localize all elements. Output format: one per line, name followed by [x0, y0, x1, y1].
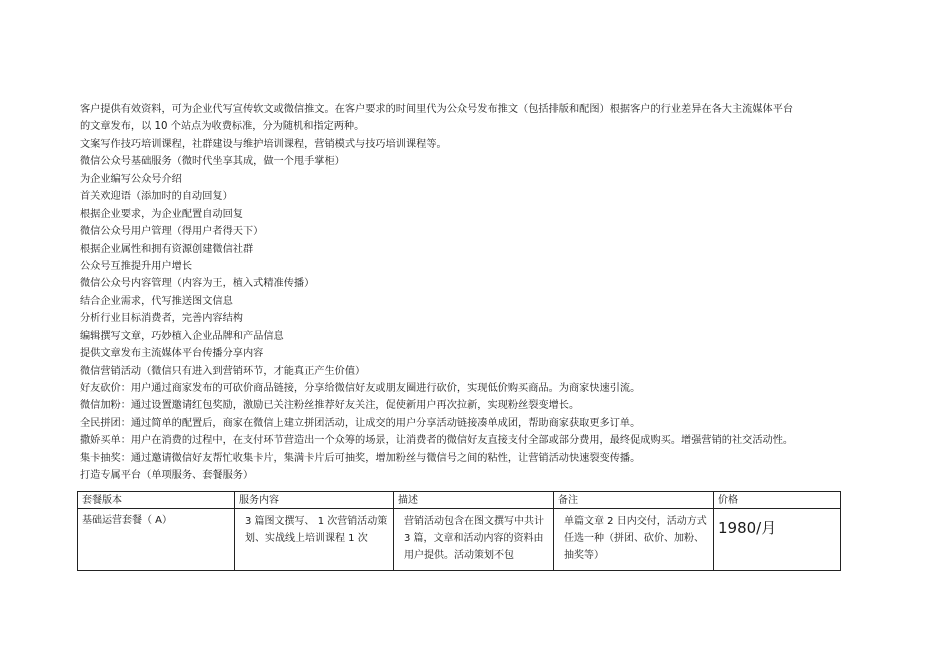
cell-description: 营销活动包含在图文撰写中共计 3 篇，文章和活动内容的资料由用户提供。活动策划不包: [394, 509, 554, 571]
text-line: 文案写作技巧培训课程，社群建设与维护培训课程，营销模式与技巧培训课程等。: [80, 138, 447, 150]
section-heading: 打造专属平台（单项服务、套餐服务）: [80, 470, 254, 482]
column-header-version: 套餐版本: [78, 492, 235, 509]
text-line: 撒娇买单：用户在消费的过程中，在支付环节营造出一个众筹的场景，让消费者的微信好友直接支付全部或部分费用，最终促成购买。增强营销的社交活动性。: [80, 435, 794, 447]
section-heading: 微信公众号基础服务（微时代坐享其成，做一个甩手掌柜）: [80, 156, 345, 168]
text-line: 客户提供有效资料，可为企业代写宣传软文或微信推文。在客户要求的时间里代为公众号发布推文（包括排版和配图）根据客户的行业差异在各大主流媒体平台: [80, 104, 794, 115]
column-header-description: 描述: [394, 492, 554, 509]
column-header-service: 服务内容: [235, 492, 394, 509]
text-line: 分析行业目标消费者，完善内容结构: [80, 313, 243, 325]
text-line: 好友砍价：用户通过商家发布的可砍价商品链接，分享给微信好友或朋友圈进行砍价，实现低价购买商品。为商家快速引流。: [80, 383, 641, 394]
section-heading: 微信公众号内容管理（内容为王，植入式精准传播）: [80, 278, 315, 290]
table-row: [78, 509, 841, 571]
cell-package-version: 基础运营套餐（ A）: [78, 509, 235, 571]
cell-service-content: 3 篇图文撰写、 1 次营销活动策划、实战线上培训课程 1 次: [235, 509, 394, 571]
section-heading: 微信营销活动（微信只有进入到营销环节，才能真正产生价值）: [80, 365, 366, 377]
column-header-note: 备注: [554, 492, 714, 509]
text-line: 微信加粉：通过设置邀请红包奖励，激励已关注粉丝推荐好友关注，促使新用户再次拉新，实现粉丝裂变增长。: [80, 400, 580, 412]
text-line: 为企业编写公众号介绍: [80, 173, 182, 185]
cell-price: 1980/月: [714, 509, 841, 571]
cell-note: 单篇文章 2 日内交付，活动方式任选一种（拼团、砍价、加粉、抽奖等）: [554, 509, 714, 571]
text-line: 结合企业需求，代写推送图文信息: [80, 295, 233, 307]
section-heading: 微信公众号用户管理（得用户者得天下）: [80, 226, 264, 238]
text-line: 集卡抽奖：通过邀请微信好友帮忙收集卡片，集满卡片后可抽奖，增加粉丝与微信号之间的粘性，让营销活动快速裂变传播。: [80, 452, 641, 464]
text-line: 编辑撰写文章，巧妙植入企业品牌和产品信息: [80, 330, 284, 342]
column-header-price: 价格: [714, 492, 841, 509]
text-line: 公众号互推提升用户增长: [80, 260, 193, 272]
text-line: 的文章发布，以 10 个站点为收费标准，分为随机和指定两种。: [80, 121, 365, 133]
text-line: 根据企业要求，为企业配置自动回复: [80, 208, 243, 220]
text-line: 全民拼团：通过简单的配置后，商家在微信上建立拼团活动，让成交的用户分享活动链接凑单成团，帮助商家获取更多订单。: [80, 417, 641, 429]
text-line: 首关欢迎语（添加时的自动回复）: [80, 191, 233, 203]
table-header-row: [78, 492, 841, 509]
document-body: [80, 101, 800, 485]
text-line: 提供文章发布主流媒体平台传播分享内容: [80, 348, 264, 360]
package-table: [77, 491, 841, 571]
text-line: 根据企业属性和拥有资源创建微信社群: [80, 243, 254, 255]
